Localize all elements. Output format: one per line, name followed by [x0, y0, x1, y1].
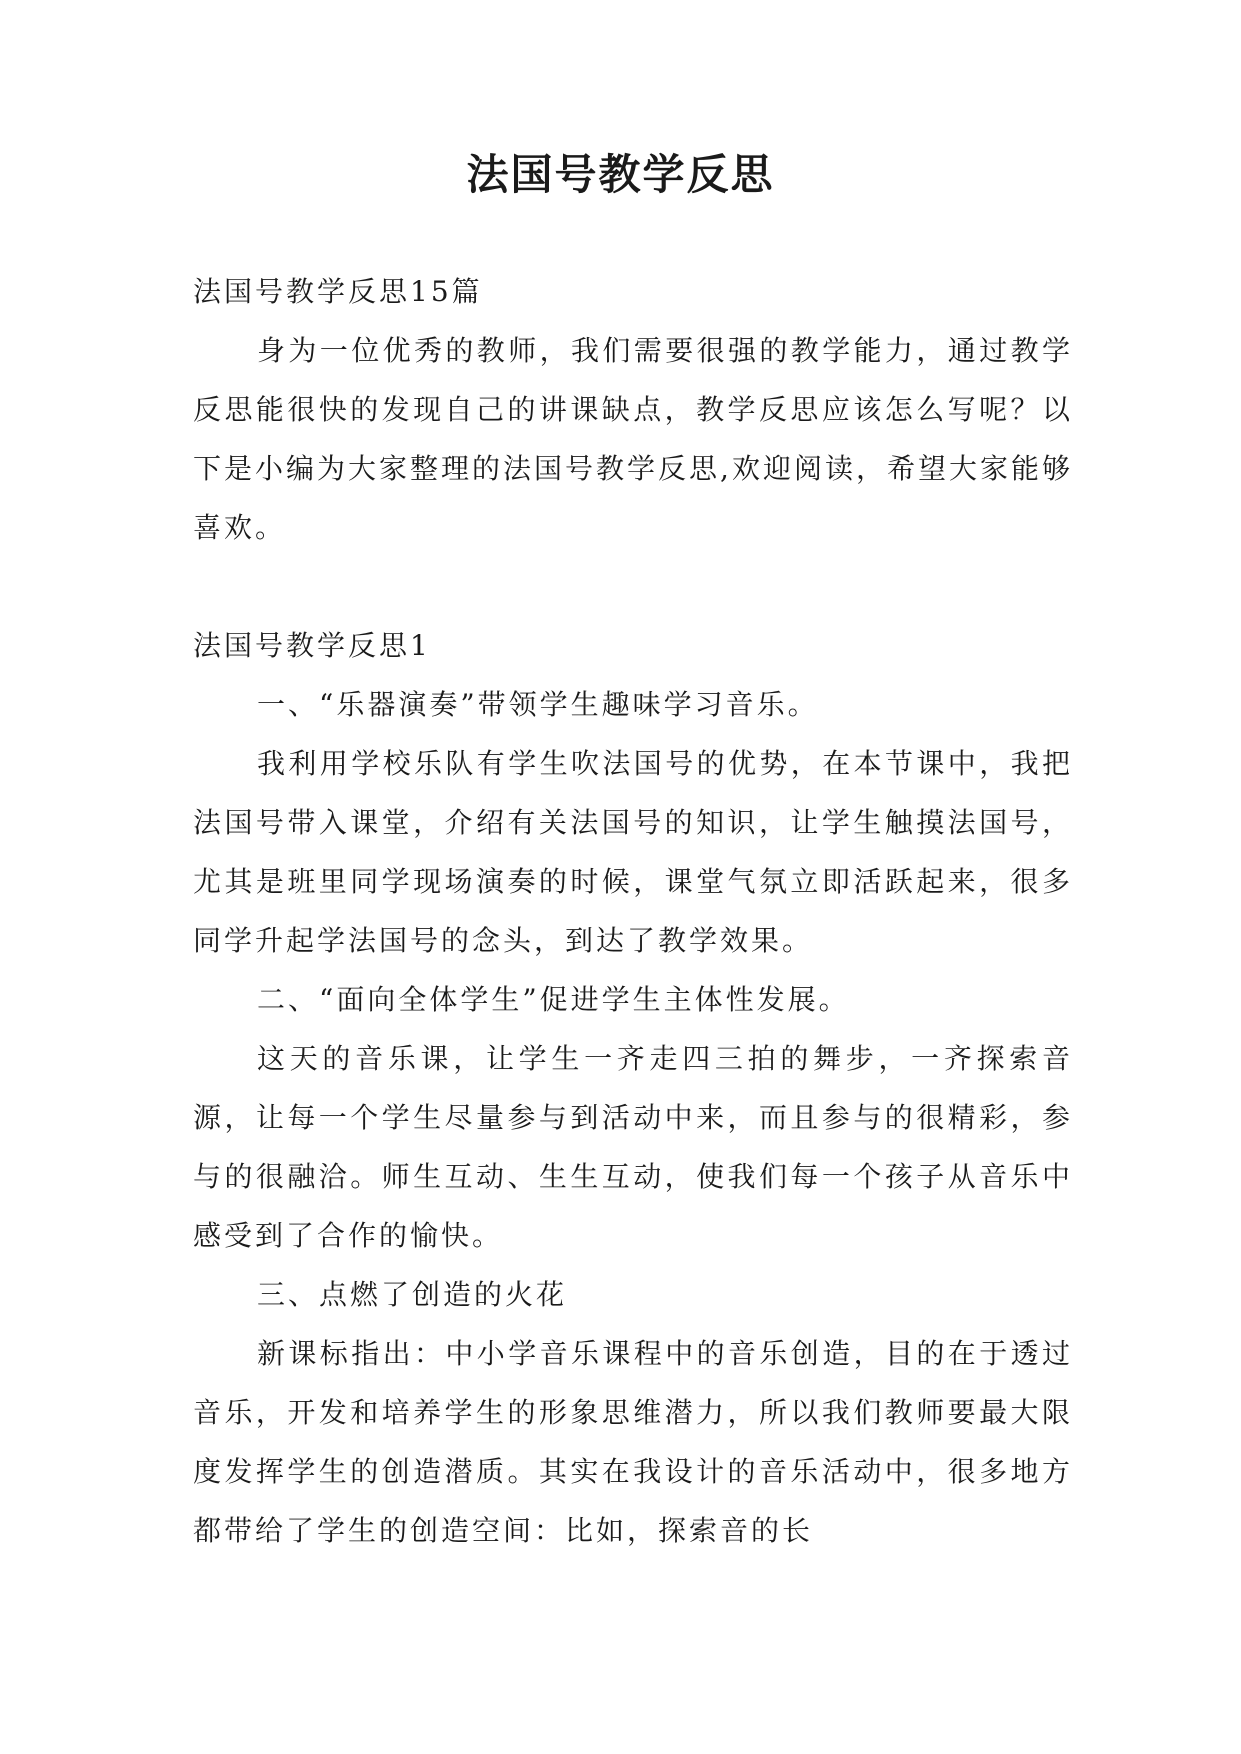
document-title: 法国号教学反思 [466, 150, 775, 199]
paragraph-1: 我利用学校乐队有学生吹法国号的优势，在本节课中，我把法国号带入课堂，介绍有关法国号的知识，让学生触摸法国号，尤其是班里同学现场演奏的时候，课堂气氛立即活跃起来，很多同学升起学法国号的念头，到达了教学效果。 [193, 747, 1073, 957]
section-heading: 法国号教学反思1 [193, 629, 431, 662]
paragraph-2: 这天的音乐课，让学生一齐走四三拍的舞步，一齐探索音源，让每一个学生尽量参与到活动中来，而且参与的很精彩，参与的很融洽。师生互动、生生互动，使我们每一个孩子从音乐中感受到了合作的愉快。 [193, 1042, 1073, 1252]
paragraph-heading-2: 二、“面向全体学生”促进学生主体性发展。 [257, 983, 850, 1016]
document-subtitle: 法国号教学反思15篇 [193, 275, 483, 308]
paragraph-heading-1: 一、“乐器演奏”带领学生趣味学习音乐。 [257, 688, 819, 721]
intro-paragraph: 身为一位优秀的教师，我们需要很强的教学能力，通过教学反思能很快的发现自己的讲课缺点，教学反思应该怎么写呢？以下是小编为大家整理的法国号教学反思,欢迎阅读，希望大家能够喜欢。 [193, 334, 1073, 544]
paragraph-3: 新课标指出：中小学音乐课程中的音乐创造，目的在于透过音乐，开发和培养学生的形象思维潜力，所以我们教师要最大限度发挥学生的创造潜质。其实在我设计的音乐活动中，很多地方都带给了学生的创造空间：比如，探索音的长 [193, 1337, 1073, 1547]
blank-line [193, 557, 1073, 616]
document-body [193, 262, 1073, 1560]
paragraph-heading-3: 三、点燃了创造的火花 [257, 1278, 568, 1311]
